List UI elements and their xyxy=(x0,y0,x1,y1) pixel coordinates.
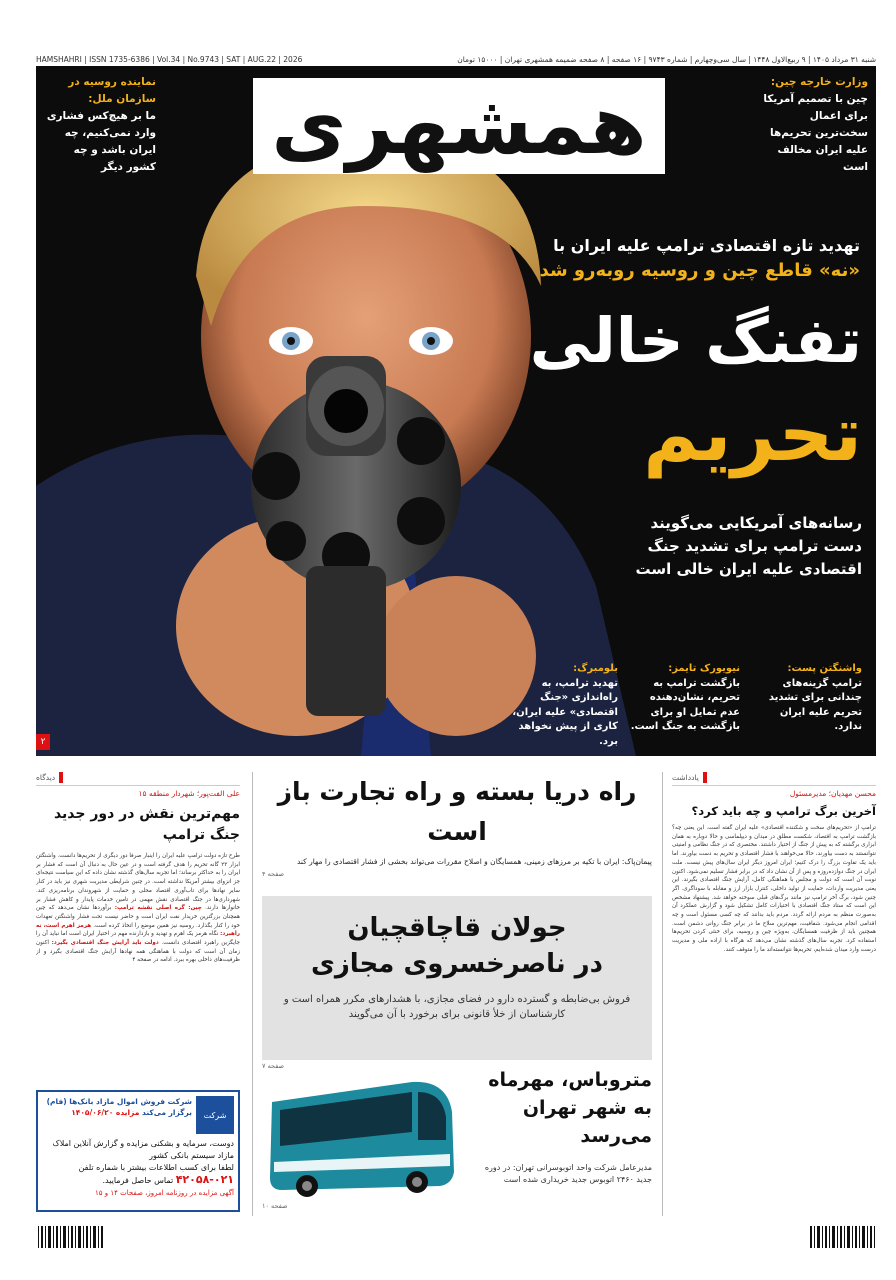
ad-date: مزایده ۱۴۰۵/۰۶/۲۰ xyxy=(71,1108,140,1117)
featured-story-title-2: در ناصرخسروی مجازی xyxy=(311,949,603,979)
side-news-kicker: نماینده روسیه در سازمان ملل: xyxy=(68,76,156,105)
metrobus-story xyxy=(262,1062,652,1212)
article-title[interactable]: مهم‌ترین نقش در دور جدید جنگ ترامپ xyxy=(53,806,240,843)
article-body xyxy=(36,852,240,1106)
page-number-badge: ۲ xyxy=(36,734,50,750)
quote-source: بلومبرگ: xyxy=(573,663,618,674)
right-column-editorial xyxy=(672,772,876,1214)
page-reference[interactable]: صفحه ۴ xyxy=(262,870,285,878)
article-author: محسن مهدیان؛ مدیرمسئول xyxy=(789,789,876,798)
article-body xyxy=(672,824,876,1206)
ad-company-logo: شرکت xyxy=(196,1096,234,1134)
media-quote-bloomberg xyxy=(506,662,618,749)
ad-headline xyxy=(42,1096,192,1134)
ad-phone-number[interactable]: ۴۲۰۵۸-۰۲۱ xyxy=(175,1173,234,1186)
featured-story-lead: فروش بی‌ضابطه و گسترده دارو در فضای مجازی، با هشدارهای مکرر همراه است و کارشناسان از خلأ قانونی برای برخورد با آن می‌گویند xyxy=(283,994,631,1020)
metrobus-lead: مدیرعامل شرکت واحد اتوبوسرانی تهران: در دوره جدید ۲۴۶۰ اتوبوس جدید خریداری شده است xyxy=(484,1163,652,1184)
barcode-image xyxy=(808,1226,876,1252)
article-subhead: چین: گره اصلی نقشه ترامپ: xyxy=(114,905,202,912)
article-paragraph: طرح تازه دولت ترامپ علیه ایران را اینبار صرفا دور دیگری از تحریم‌ها دانست. واشنگتن ابزار ۲۳ گانه تحریم را هدف گرفته است و در عین حال به دنبال آن است که فشار بر ایران را به حداکثر برساند؛ اما تجربه سال‌های گذشته نشان داده که این سیاست نتیجه‌ای جز انزوای بیشتر آمریکا نداشته است. در چنین شرایطی مدیریت شهری نیز باید در کنار سایر نهادها برای تاب‌آوری اقتصاد محلی و حمایت از شهروندان برنامه‌ریزی کند. شهرداری‌ها در جنگ اقتصادی نقش مهمی در تامین خدمات پایدار و کاهش فشار بر خانوارها دارند. xyxy=(36,853,240,912)
center-story-title[interactable]: راه دریا بسته و راه تجارت باز است xyxy=(277,777,637,846)
page-reference[interactable]: صفحه ۷ xyxy=(262,1062,285,1070)
column-divider xyxy=(662,772,663,1216)
quote-text: تهدید ترامپ، به راه‌اندازی «جنگ اقتصادی» علیه ایران، کاری از پیش نخواهد برد. xyxy=(512,677,618,747)
section-marker xyxy=(703,772,707,783)
ad-subtext: دوست، سرمایه و بشکنی مزایده و گزارش آنلاین املاک مازاد سیستم بانکی کشور xyxy=(52,1139,234,1160)
quote-text: ترامپ گزینه‌های چندانی برای تشدید تحریم علیه ایران ندارد. xyxy=(768,677,862,732)
side-news-text: چین با تصمیم آمریکا برای اعمال سخت‌ترین تحریم‌ها علیه ایران مخالف است xyxy=(763,93,868,173)
article-paragraph: نگاه هرمز یک اهرم و تهدید و بازدارنده مهم در اختیار ایران است اما نباید آن را جایگزین راهبرد اقتصادی دانست. xyxy=(36,931,240,947)
section-marker xyxy=(59,772,63,783)
ad-header xyxy=(42,1096,234,1134)
featured-story-title-1: جولان قاچاقچیان xyxy=(347,913,567,943)
article-author: علی الفت‌پور؛ شهردار منطقه ۱۵ xyxy=(138,789,240,798)
barcode-image xyxy=(36,1226,104,1252)
side-news-text: ما بر هیچ‌کس فشاری وارد نمی‌کنیم، چه ایران باشد و چه کشور دیگر xyxy=(46,110,156,173)
headline-overline xyxy=(460,234,860,284)
continue-note[interactable]: ادامه در صفحه ۴ xyxy=(132,957,172,964)
newspaper-masthead xyxy=(164,72,754,180)
side-news-russia xyxy=(44,74,156,176)
masthead-logo-text: همشهری xyxy=(253,78,665,174)
page-reference[interactable]: صفحه ۱۰ xyxy=(262,1202,288,1210)
front-page-hero xyxy=(36,66,876,756)
headline-lead: رسانه‌های آمریکایی می‌گویند دست ترامپ برای تشدید جنگ اقتصادی علیه ایران خالی است xyxy=(635,514,862,578)
article-paragraph: ترامپ از «تحریم‌های سخت و شکننده اقتصادی» علیه ایران گفته است. این یعنی چه؟ بازگشت ترامپ به اقتصاد، شکست مطلق در میدان و دیپلماسی و حالا دوباره به همان ابزاری برگشته که به پیش از جنگ از اختیار داشتند. مختصری که در جنگ نظامی و امنیتی نتوانستند به دست بیاورند، حالا می‌خواهند با فشار اقتصادی و تحریم به دست بیاورند. اما باید یک تفاوت بزرگ را درک کنیم؛ ایران امروز دیگر ایران سال‌های پیش نیست. ملت ایران در جنگ دوازده‌روزه و پس از آن نشان داد که در برابر فشار تسلیم نمی‌شود. اکنون نوبت آن است که دولت و مجلس با هماهنگی کامل، آرایش جنگ اقتصادی بگیرند. این یعنی مدیریت واردات، حمایت از تولید داخلی، کنترل بازار ارز و مقابله با سوداگری. اگر چنین شود، برگ آخر ترامپ نیز مانند برگ‌های قبلی سوخته خواهد شد. پیشنهاد مشخص این است که ستاد جنگ اقتصادی با اختیارات کامل تشکیل شود و گزارش عملکرد آن به‌صورت منظم به مردم ارائه گردد. مردم باید بدانند که چه کسی مسئول است و چه اقدامی انجام می‌شود. شفافیت، مهم‌ترین سلاح ما در برابر جنگ روانی دشمن است. همچنین باید از ظرفیت همسایگان، به‌ویژه چین و روسیه، برای خنثی کردن تحریم‌ها استفاده کرد. تجربه سال‌های گذشته نشان می‌دهد که هرگاه با اراده ملی و مدیریت درست وارد میدان شده‌ایم، تحریم‌ها نتوانسته‌اند ما را متوقف کنند. xyxy=(672,825,876,953)
section-label: یادداشت xyxy=(672,773,699,782)
column-section-header xyxy=(36,772,240,786)
ad-headline-text: شرکت فروش اموال مازاد بانک‌ها (فام) برگزار می‌کند xyxy=(46,1097,192,1117)
metrobus-title[interactable]: متروباس، مهرماه به شهر تهران می‌رسد xyxy=(488,1069,652,1147)
article-paragraph: برآوردها نشان می‌دهد که چین همچنان بزرگترین خریدار نفت ایران است و حاضر نیست تحت فشار واشنگتن تعهدات خود را کنار بگذارد. روسیه نیز همین موضع را اتخاذ کرده است. xyxy=(36,905,240,929)
headline-overline-1: تهدید تازه اقتصادی ترامپ علیه ایران با xyxy=(553,236,860,255)
article-paragraph: اکنون زمان آن است که دولت با هماهنگی همه نهادها آرایش جنگ اقتصادی بگیرد و از ظرفیت‌های داخلی بهره ببرد. xyxy=(36,940,240,964)
quote-text: بازگشت ترامپ به تحریم، نشان‌دهنده عدم تمایل او برای بازگشت به جنگ است. xyxy=(630,677,740,732)
ad-body xyxy=(42,1138,234,1199)
quote-source: نیویورک تایمز: xyxy=(668,663,740,674)
main-headline-2: تحریم xyxy=(643,389,862,478)
issue-meta-persian: شنبه ۳۱ مرداد ۱۴۰۵ | ۹ ربیع‌الاول ۱۴۴۸ | سال سی‌و‌چهارم | شماره ۹۷۴۳ | ۱۶ صفحه | ۸ صفحه ضمیمه همشهری تهران | ۱۵۰۰۰ تومان xyxy=(457,54,876,64)
column-divider xyxy=(252,772,253,1216)
article-subhead: هرمز اهرم است، نه راهبرد: xyxy=(36,922,240,938)
metrobus-photo xyxy=(262,1062,462,1212)
main-headline-1: تفنگ خالی xyxy=(529,304,862,377)
section-label: دیدگاه xyxy=(36,773,56,782)
center-column xyxy=(262,772,652,1214)
issue-meta-latin: HAMSHAHRI | ISSN 1735-6386 | Vol.34 | No.9743 | SAT | AUG.22 | 2026 xyxy=(36,54,303,64)
quote-source: واشنگتن پست: xyxy=(787,663,862,674)
ad-note: آگهی مزایده در روزنامه امروز، صفحات ۱۴ و ۱۵ xyxy=(95,1189,234,1197)
advertisement-box[interactable] xyxy=(36,1090,240,1212)
media-quote-washington-post xyxy=(750,662,862,735)
issue-meta-line xyxy=(36,52,876,66)
column-section-header xyxy=(672,772,876,786)
featured-story-box[interactable] xyxy=(262,896,652,1060)
ad-cta: لطفا برای کسب اطلاعات بیشتر با شماره تلفن xyxy=(78,1163,234,1172)
left-column-opinion xyxy=(36,772,240,1214)
side-news-kicker: وزارت خارجه چین: xyxy=(770,76,868,88)
headline-overline-2: «نه» قاطع چین و روسیه روبه‌رو شد xyxy=(539,260,860,281)
media-quote-new-york-times xyxy=(628,662,740,735)
side-news-china xyxy=(756,74,868,176)
article-title[interactable]: آخرین برگ ترامپ و چه باید کرد؟ xyxy=(691,804,876,818)
ad-cta-2: تماس حاصل فرمایید. xyxy=(102,1176,174,1185)
article-subhead: دولت باید آرایش جنگ اقتصادی بگیرد: xyxy=(51,940,159,947)
center-story-lead: پیمان‌پاک: ایران با تکیه بر مرزهای زمینی، همسایگان و اصلاح مقررات می‌تواند بخشی از فشار اقتصادی را مهار کند xyxy=(296,857,652,866)
